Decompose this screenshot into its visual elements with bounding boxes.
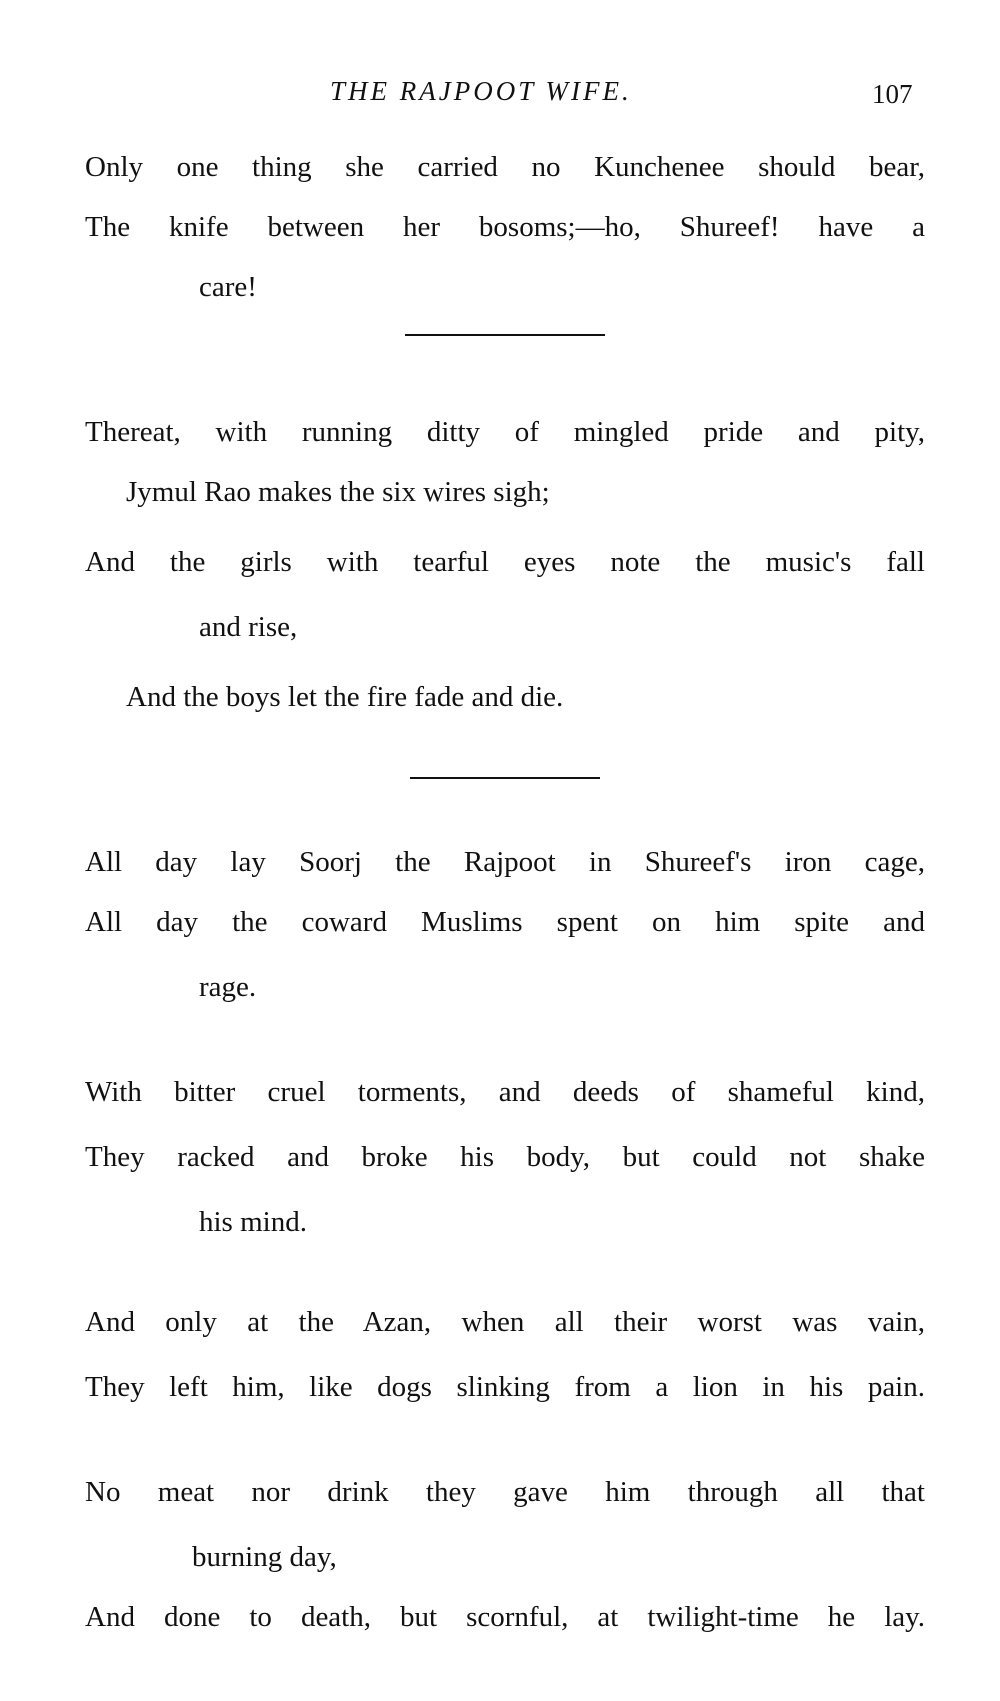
- section-divider: [410, 777, 600, 779]
- verse-line: They racked and broke his body, but could not shake: [85, 1141, 925, 1173]
- page-number: 107: [872, 79, 913, 109]
- running-header-title: THE RAJPOOT WIFE.: [330, 76, 632, 106]
- verse-line: rage.: [199, 971, 257, 1003]
- verse-line: Jymul Rao makes the six wires sigh;: [126, 476, 550, 508]
- verse-line: All day the coward Muslims spent on him spite and: [85, 906, 925, 938]
- verse-line: his mind.: [199, 1206, 307, 1238]
- verse-line: burning day,: [192, 1541, 337, 1573]
- verse-line: All day lay Soorj the Rajpoot in Shureef's iron cage,: [85, 846, 925, 878]
- section-divider: [405, 334, 605, 336]
- verse-line: The knife between her bosoms;—ho, Shureef! have a: [85, 211, 925, 243]
- verse-line: And the girls with tearful eyes note the music's fall: [85, 546, 925, 578]
- verse-line: No meat nor drink they gave him through all that: [85, 1476, 925, 1508]
- verse-line: With bitter cruel torments, and deeds of shameful kind,: [85, 1076, 925, 1108]
- verse-line: And done to death, but scornful, at twilight-time he lay.: [85, 1601, 925, 1633]
- verse-line: Thereat, with running ditty of mingled pride and pity,: [85, 416, 925, 448]
- verse-line: Only one thing she carried no Kunchenee should bear,: [85, 151, 925, 183]
- verse-line: And the boys let the fire fade and die.: [126, 681, 564, 713]
- verse-line: care!: [199, 271, 257, 303]
- verse-line: and rise,: [199, 611, 298, 643]
- verse-line: They left him, like dogs slinking from a lion in his pain.: [85, 1371, 925, 1403]
- verse-line: And only at the Azan, when all their worst was vain,: [85, 1306, 925, 1338]
